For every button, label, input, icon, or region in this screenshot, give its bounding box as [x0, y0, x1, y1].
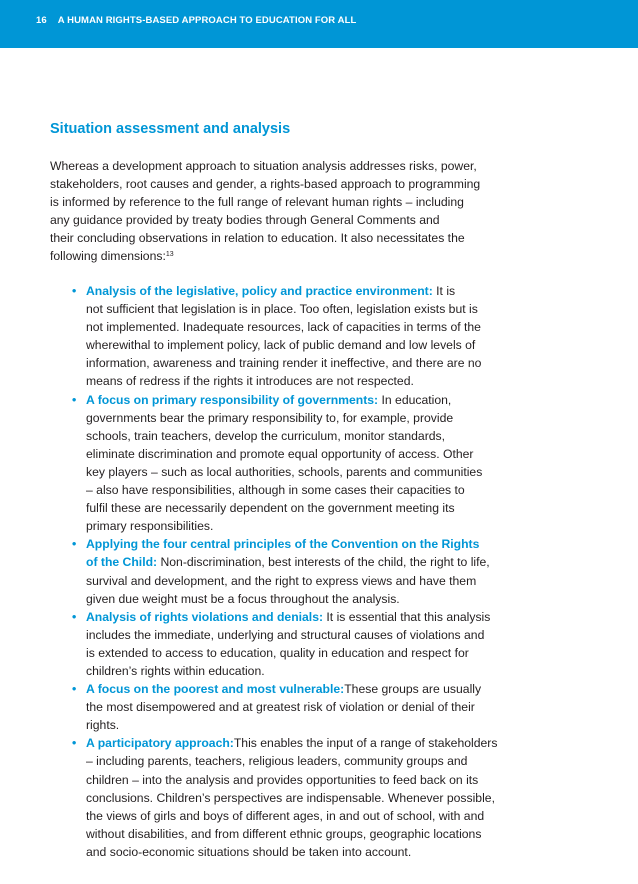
bullet-lead: A focus on primary responsibility of governments:: [86, 392, 379, 407]
page-header: [0, 0, 638, 48]
running-title: A HUMAN RIGHTS-BASED APPROACH TO EDUCATION FOR ALL: [57, 15, 357, 26]
intro-line: Whereas a development approach to situation analysis addresses risks, power,: [50, 159, 477, 173]
bullet-first-line: [86, 391, 542, 409]
bullet-line: is extended to access to education, quality in education and respect for: [86, 645, 469, 660]
bullet-first-line: [86, 680, 542, 698]
intro-paragraph: [50, 157, 520, 266]
page-number: 16: [36, 15, 47, 26]
list-item: [72, 535, 542, 607]
footnote-ref: 13: [165, 251, 174, 259]
bullet-text: It is essential that this analysis: [323, 609, 491, 624]
bullet-lead-continued: of the Child:: [86, 555, 158, 570]
bullet-line: the most disempowered and at greatest risk of violation or denial of their: [86, 700, 475, 715]
intro-line: is informed by reference to the full range of relevant human rights – including: [50, 195, 464, 210]
bullet-line: schools, train teachers, develop the curriculum, monitor standards,: [86, 428, 446, 443]
bullet-line: – also have responsibilities, although in some cases their capacities to: [86, 483, 465, 498]
section-title: Situation assessment and analysis: [50, 121, 291, 137]
bullet-text: It is: [432, 284, 456, 298]
intro-line-last: [50, 247, 520, 265]
bullet-icon: •: [72, 736, 77, 751]
bullet-lead: Analysis of the legislative, policy and practice environment:: [86, 284, 433, 298]
bullet-line: children – into the analysis and provides opportunities to feed back on its: [86, 772, 479, 787]
running-header: [36, 15, 356, 26]
list-item: [72, 282, 542, 391]
bullet-text: Non-discrimination, best interests of the child, the right to life,: [157, 555, 490, 570]
bullet-text: This enables the input of a range of stakeholders: [233, 736, 498, 751]
bullet-line: children’s rights within education.: [86, 663, 265, 678]
bullet-line: information, awareness and training render it ineffective, and there are no: [86, 356, 482, 371]
bullet-line: the views of girls and boys of different ages, in and out of school, with and: [86, 808, 485, 823]
bullet-second-line: [86, 553, 542, 571]
bullet-icon: •: [72, 392, 77, 407]
dimensions-list: [72, 282, 542, 861]
bullet-first-line: [86, 734, 542, 752]
intro-line: stakeholders, root causes and gender, a rights-based approach to programming: [50, 177, 481, 192]
bullet-line: eliminate discrimination and promote equal opportunity of access. Other: [86, 446, 474, 461]
bullet-line: not implemented. Inadequate resources, lack of capacities in terms of the: [86, 320, 481, 335]
list-item: [72, 391, 542, 536]
bullet-text: These groups are usually: [344, 682, 482, 697]
bullet-line: primary responsibilities.: [86, 519, 214, 534]
bullet-first-line: [86, 282, 542, 300]
bullet-icon: •: [72, 537, 77, 552]
bullet-lead: A focus on the poorest and most vulnerable:: [86, 682, 345, 697]
bullet-line: given due weight must be a focus throughout the analysis.: [86, 591, 400, 606]
bullet-first-line: [86, 608, 542, 626]
bullet-lead: Applying the four central principles of the Convention on the Rights: [86, 537, 480, 552]
bullet-line: rights.: [86, 718, 120, 733]
bullet-line: wherewithal to implement policy, lack of public demand and low levels of: [86, 338, 476, 353]
bullet-lead: Analysis of rights violations and denials:: [86, 609, 324, 624]
intro-line: any guidance provided by treaty bodies through General Comments and: [50, 213, 440, 228]
bullet-line: governments bear the primary responsibility to, for example, provide: [86, 410, 454, 425]
bullet-line: survival and development, and the right to express views and have them: [86, 573, 477, 588]
bullet-icon: •: [72, 682, 77, 697]
intro-line-text: following dimensions:: [50, 249, 166, 264]
bullet-text: In education,: [378, 392, 452, 407]
list-item: [72, 734, 542, 861]
list-item: [72, 608, 542, 680]
bullet-icon: •: [72, 284, 77, 298]
bullet-line: means of redress if the rights it introduces are not respected.: [86, 374, 414, 389]
bullet-line: without disabilities, and from different ethnic groups, geographic locations: [86, 826, 482, 841]
bullet-line: not sufficient that legislation is in place. Too often, legislation exists but is: [86, 302, 478, 317]
bullet-lead: A participatory approach:: [86, 736, 234, 751]
bullet-line: fulfil these are necessarily dependent on the government meeting its: [86, 501, 455, 516]
bullet-line: includes the immediate, underlying and structural causes of violations and: [86, 627, 485, 642]
bullet-line: – including parents, teachers, religious leaders, community groups and: [86, 754, 468, 769]
bullet-line: key players – such as local authorities, schools, parents and communities: [86, 464, 483, 479]
bullet-line: and socio-economic situations should be taken into account.: [86, 844, 412, 859]
intro-line: their concluding observations in relation to education. It also necessitates the: [50, 231, 465, 246]
bullet-line: conclusions. Children’s perspectives are indispensable. Whenever possible,: [86, 790, 495, 805]
bullet-icon: •: [72, 609, 77, 624]
list-item: [72, 680, 542, 734]
